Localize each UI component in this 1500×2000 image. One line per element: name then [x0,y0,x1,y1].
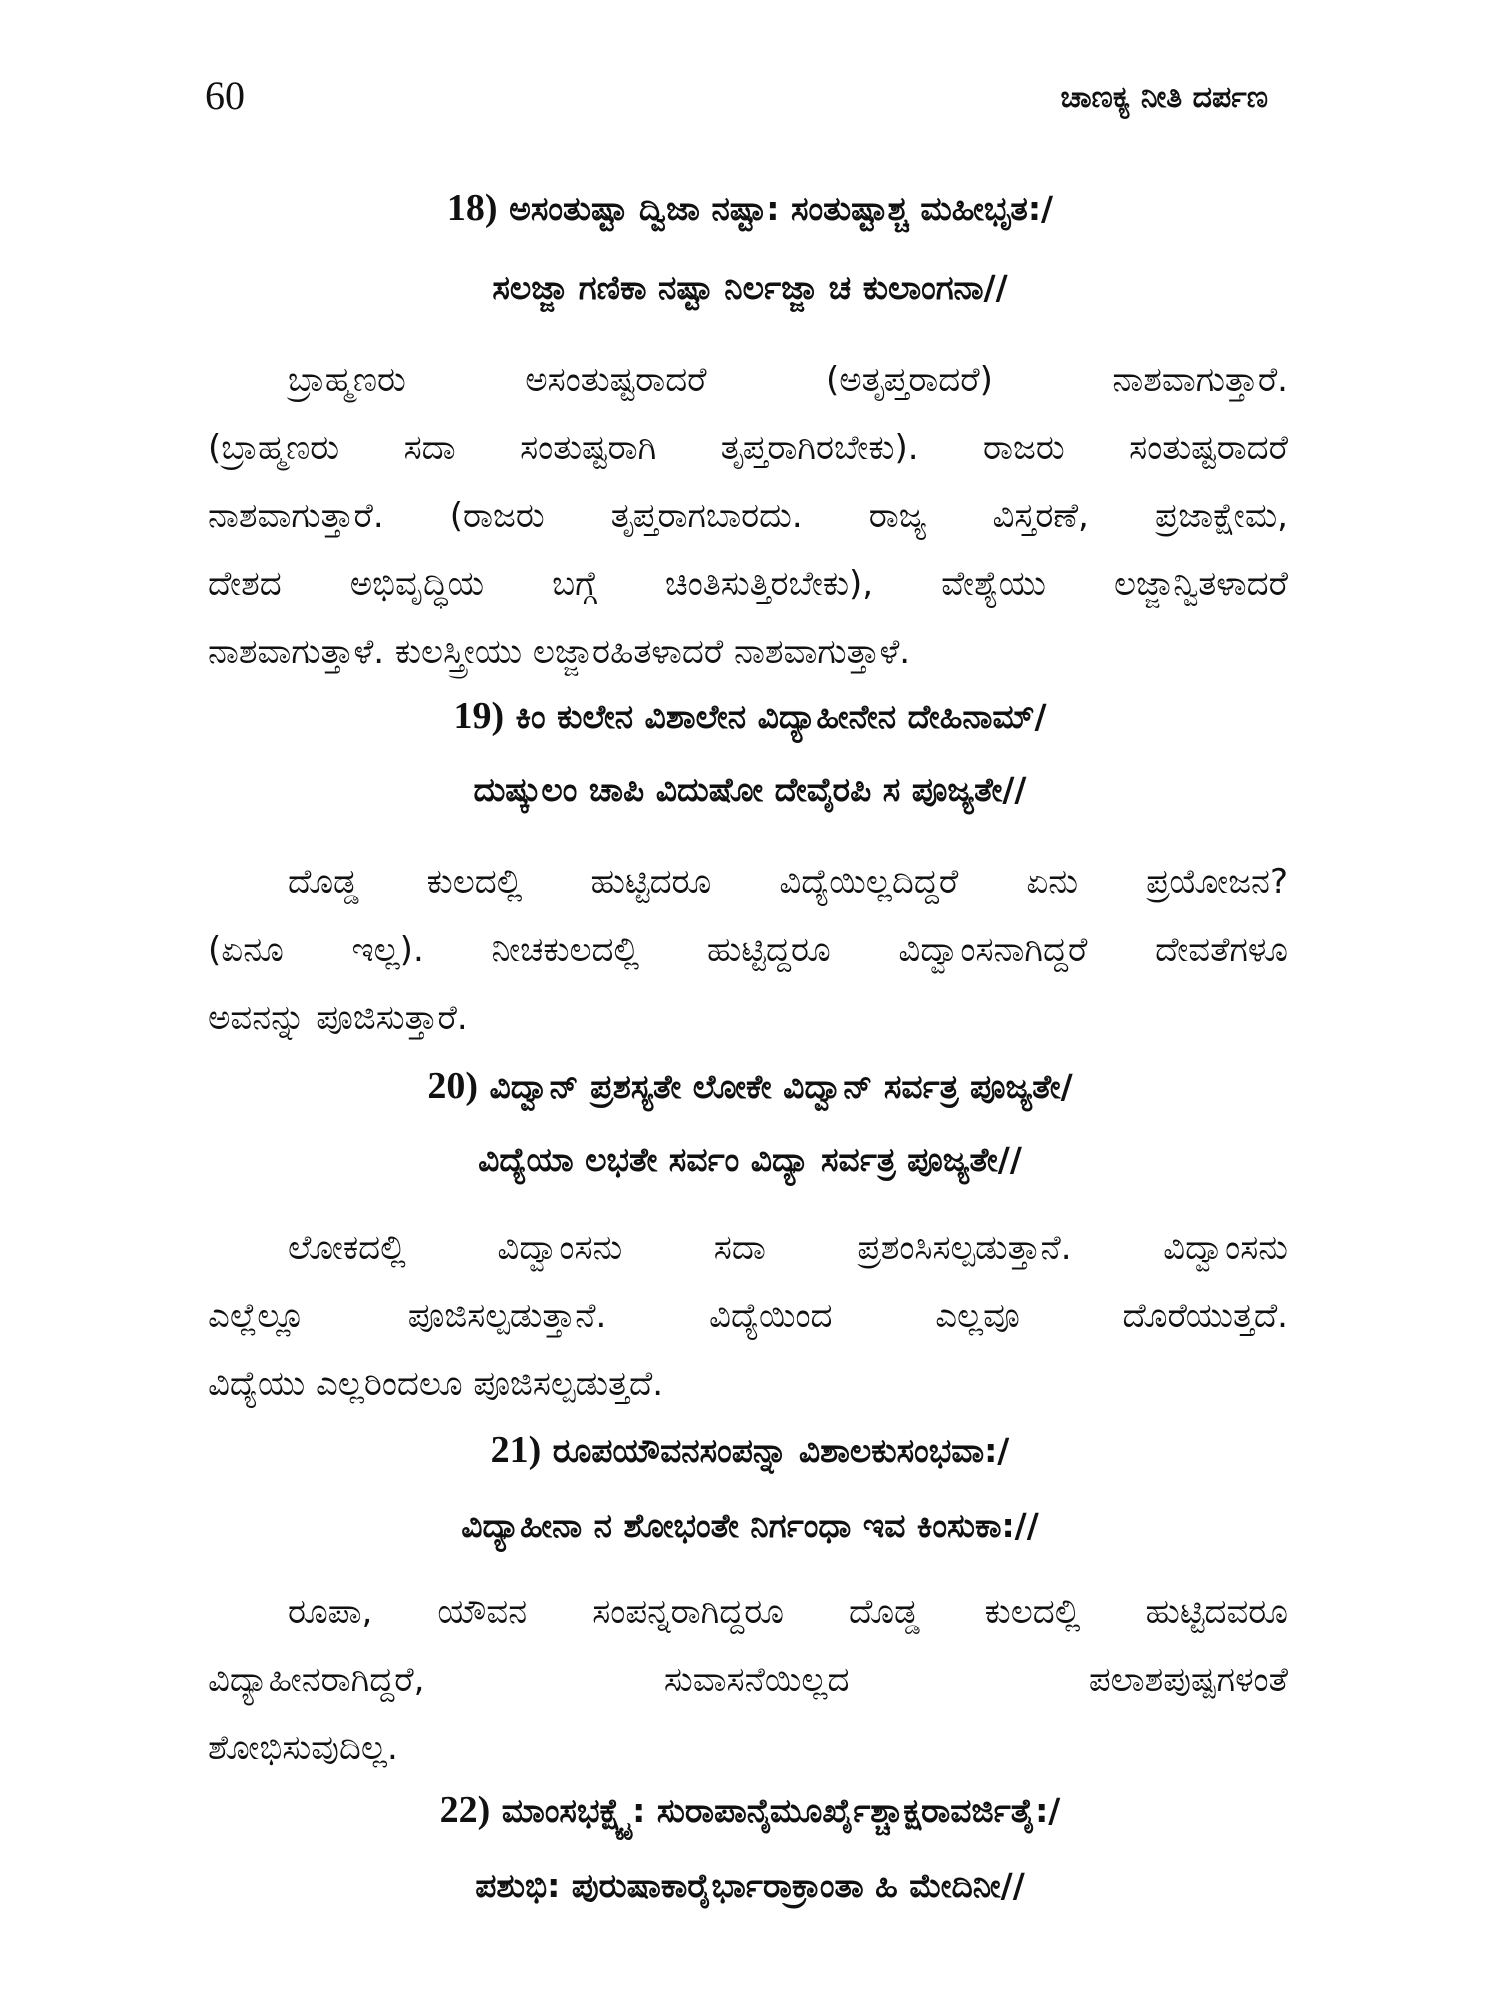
verse-21-meaning [208,1578,1288,1782]
verse-22-number: 22) [439,1789,491,1831]
page-number: 60 [205,73,245,118]
meaning-line: ಶೋಭಿಸುವುದಿಲ್ಲ. [208,1728,398,1768]
verse-21-line-2: ವಿದ್ಯಾಹೀನಾ ನ ಶೋಭಂತೇ ನಿರ್ಗಂಧಾ ಇವ ಕಿಂಸುಕಾ:// [461,1506,1039,1545]
verse-19-line-2: ದುಷ್ಕುಲಂ ಚಾಪಿ ವಿದುಷೋ ದೇವೈರಪಿ ಸ ಪೂಜ್ಯತೇ// [473,770,1027,809]
verse-18-text-1: ಅಸಂತುಷ್ಟಾ ದ್ವಿಜಾ ನಷ್ಟಾ: ಸಂತುಷ್ಟಾಶ್ಚ ಮಹೀಭೃತ:/ [509,189,1054,228]
verse-21-number: 21) [490,1429,542,1471]
verse-20-line-1 [150,1062,1350,1111]
verse-22-line-2: ಪಶುಭಿ: ಪುರುಷಾಕಾರೈರ್ಭಾರಾಕ್ರಾಂತಾ ಹಿ ಮೇದಿನೀ// [475,1866,1025,1905]
meaning-line: ಅವನನ್ನು ಪೂಜಿಸುತ್ತಾರೆ. [208,998,468,1038]
meaning-line: ಎಲ್ಲೆಲ್ಲೂ ಪೂಜಿಸಲ್ಪಡುತ್ತಾನೆ. ವಿದ್ಯೆಯಿಂದ ಎಲ್ಲವೂ ದೊರೆಯುತ್ತದೆ. [208,1296,1288,1336]
verse-18-number: 18) [446,187,498,229]
verse-22-line-1 [150,1786,1350,1835]
running-title: ಚಾಣಕ್ಯ ನೀತಿ ದರ್ಪಣ [1060,80,1268,115]
verse-18-meaning [208,346,1288,686]
verse-19-text-1: ಕಿಂ ಕುಲೇನ ವಿಶಾಲೇನ ವಿದ್ಯಾಹೀನೇನ ದೇಹಿನಾಮ್/ [515,697,1047,736]
meaning-line: ನಾಶವಾಗುತ್ತಾರೆ. (ರಾಜರು ತೃಪ್ತರಾಗಬಾರದು. ರಾಜ್ಯ ವಿಸ್ತರಣೆ, ಪ್ರಜಾಕ್ಷೇಮ, [208,496,1288,536]
verse-19-line-1 [150,692,1350,741]
verse-18-line-1 [150,184,1350,233]
meaning-line: ನಾಶವಾಗುತ್ತಾಳೆ. ಕುಲಸ್ತ್ರೀಯು ಲಜ್ಜಾರಹಿತಳಾದರೆ ನಾಶವಾಗುತ್ತಾಳೆ. [208,632,911,672]
verse-22-text-1: ಮಾಂಸಭಕ್ಷ್ಯೈ: ಸುರಾಪಾನೈಮೂರ್ಖೈಶ್ಚಾಕ್ಷರಾವರ್ಜಿತೈ:/ [501,1791,1061,1830]
verse-20-text-1: ವಿದ್ವಾನ್ ಪ್ರಶಸ್ಯತೇ ಲೋಕೇ ವಿದ್ವಾನ್ ಸರ್ವತ್ರ ಪೂಜ್ಯತೇ/ [489,1067,1073,1106]
verse-18-line-2: ಸಲಜ್ಜಾ ಗಣಿಕಾ ನಷ್ಟಾ ನಿರ್ಲಜ್ಜಾ ಚ ಕುಲಾಂಗನಾ// [492,268,1008,307]
meaning-line: ದೊಡ್ಡ ಕುಲದಲ್ಲಿ ಹುಟ್ಟಿದರೂ ವಿದ್ಯೆಯಿಲ್ಲದಿದ್ದರೆ ಏನು ಪ್ರಯೋಜನ? [288,862,1288,902]
verse-20-meaning [208,1214,1288,1418]
meaning-line: ದೇಶದ ಅಭಿವೃದ್ಧಿಯ ಬಗ್ಗೆ ಚಿಂತಿಸುತ್ತಿರಬೇಕು), ವೇಶ್ಯೆಯು ಲಜ್ಜಾನ್ವಿತಳಾದರೆ [208,564,1288,604]
verse-19-meaning [208,848,1288,1052]
verse-20-number: 20) [427,1065,478,1107]
meaning-line: (ಬ್ರಾಹ್ಮಣರು ಸದಾ ಸಂತುಷ್ಟರಾಗಿ ತೃಪ್ತರಾಗಿರಬೇಕು). ರಾಜರು ಸಂತುಷ್ಟರಾದರೆ [208,428,1288,468]
verse-21-text-1: ರೂಪಯೌವನಸಂಪನ್ನಾ ವಿಶಾಲಕುಸಂಭವಾ:/ [552,1431,1010,1470]
verse-21-line-1 [150,1426,1350,1475]
meaning-line: ವಿದ್ಯಾಹೀನರಾಗಿದ್ದರೆ, ಸುವಾಸನೆಯಿಲ್ಲದ ಪಲಾಶಪುಷ್ಪಗಳಂತೆ [208,1660,1288,1700]
meaning-line: ವಿದ್ಯೆಯು ಎಲ್ಲರಿಂದಲೂ ಪೂಜಿಸಲ್ಪಡುತ್ತದೆ. [208,1364,664,1404]
meaning-line: ರೂಪಾ, ಯೌವನ ಸಂಪನ್ನರಾಗಿದ್ದರೂ ದೊಡ್ಡ ಕುಲದಲ್ಲಿ ಹುಟ್ಟಿದವರೂ [288,1592,1288,1632]
meaning-line: ಲೋಕದಲ್ಲಿ ವಿದ್ವಾಂಸನು ಸದಾ ಪ್ರಶಂಸಿಸಲ್ಪಡುತ್ತಾನೆ. ವಿದ್ವಾಂಸನು [288,1228,1288,1268]
meaning-line: (ಏನೂ ಇಲ್ಲ). ನೀಚಕುಲದಲ್ಲಿ ಹುಟ್ಟಿದ್ದರೂ ವಿದ್ವಾಂಸನಾಗಿದ್ದರೆ ದೇವತೆಗಳೂ [208,930,1288,970]
verse-19-number: 19) [453,695,505,737]
meaning-line: ಬ್ರಾಹ್ಮಣರು ಅಸಂತುಷ್ಟರಾದರೆ (ಅತೃಪ್ತರಾದರೆ) ನಾಶವಾಗುತ್ತಾರೆ. [288,360,1288,400]
verse-20-line-2: ವಿದ್ಯೆಯಾ ಲಭತೇ ಸರ್ವಂ ವಿದ್ಯಾ ಸರ್ವತ್ರ ಪೂಜ್ಯತೇ// [478,1140,1022,1179]
